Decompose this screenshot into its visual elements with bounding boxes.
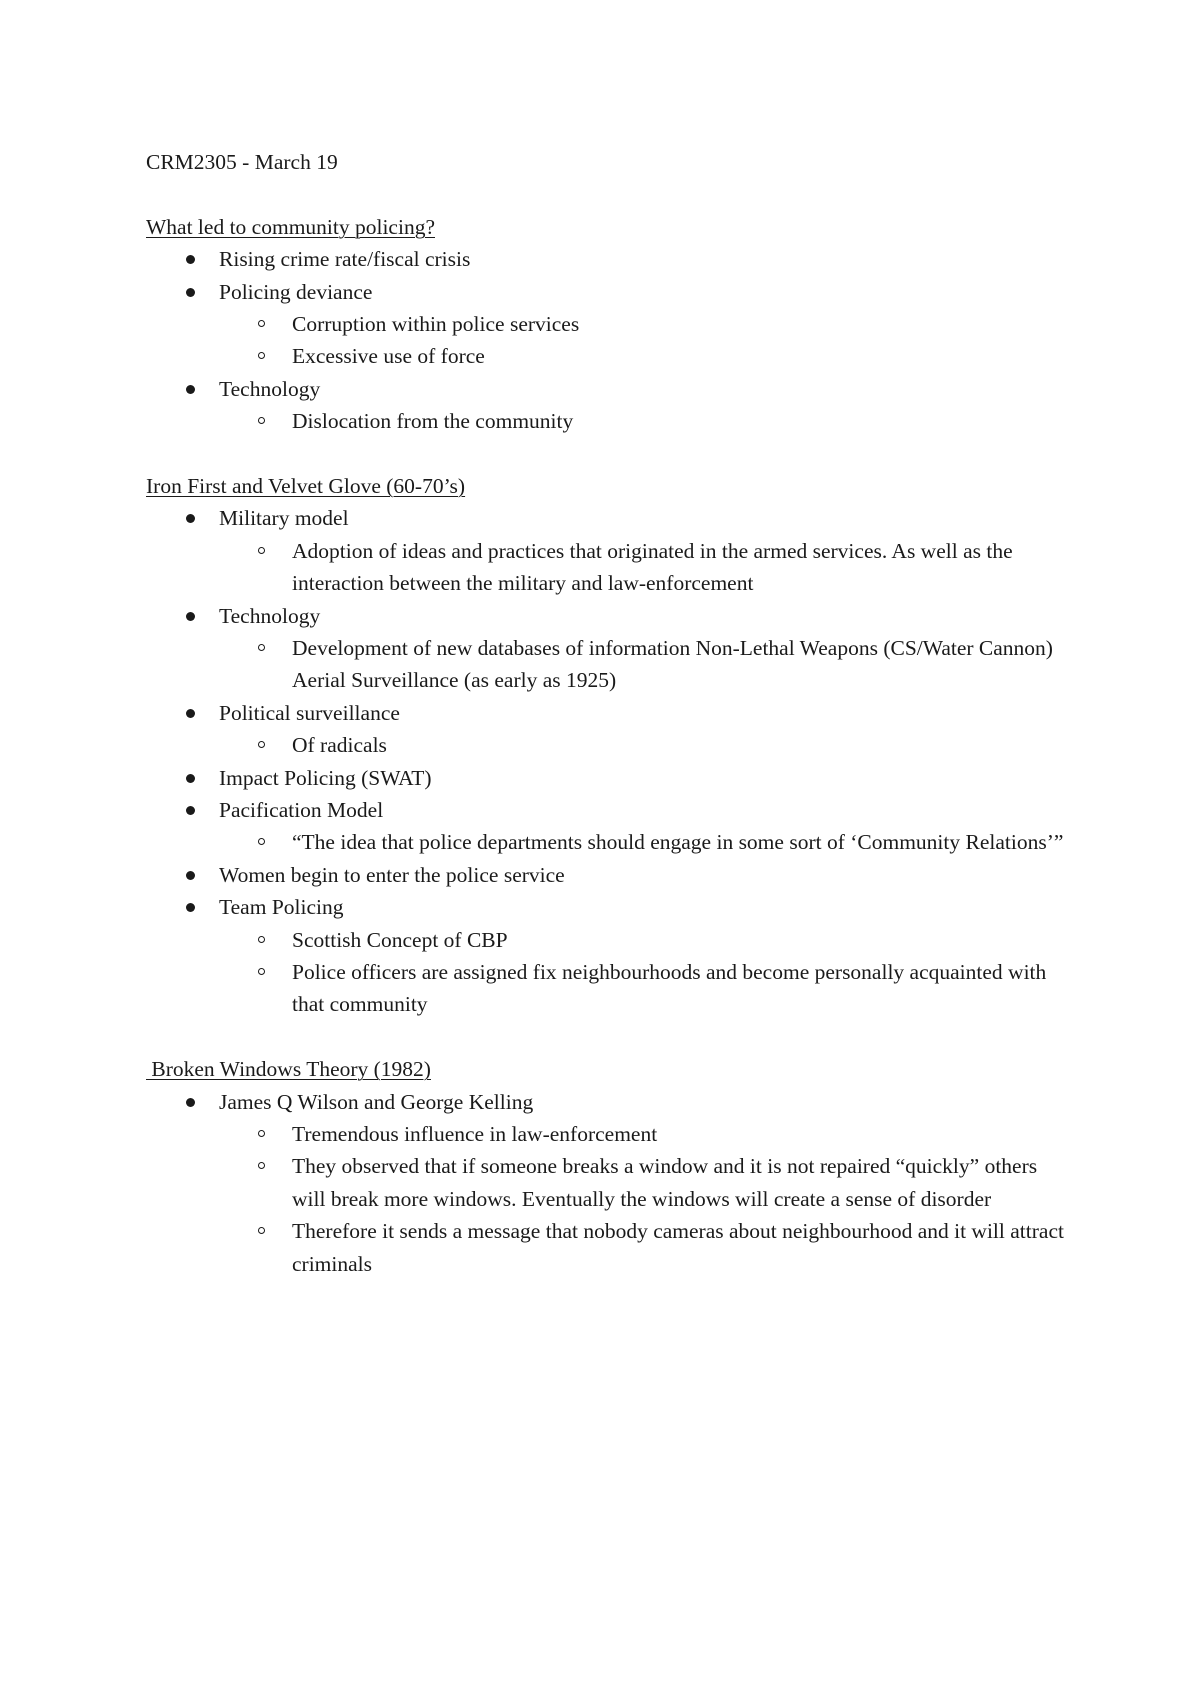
list-item <box>146 502 1066 534</box>
sub-bullet-list <box>146 729 1066 761</box>
sub-bullet-list <box>146 924 1066 1021</box>
list-item <box>146 276 1066 308</box>
section-heading: What led to community policing? <box>146 214 435 239</box>
hollow-bullet-icon <box>258 1162 265 1169</box>
sub-list-item-text: Excessive use of force <box>292 344 485 369</box>
list-item-text: Technology <box>219 376 321 401</box>
sub-list-item <box>146 956 1066 1021</box>
sub-list-item-text: Dislocation from the community <box>292 409 574 434</box>
sub-bullet-list <box>146 1118 1066 1280</box>
list-item-text: Policing deviance <box>219 279 373 304</box>
filled-bullet-icon <box>186 255 195 264</box>
sub-list-item-text: Corruption within police services <box>292 311 580 336</box>
sub-list-item <box>146 729 1066 761</box>
page-title: CRM2305 - March 19 <box>146 150 338 174</box>
list-item <box>146 697 1066 729</box>
sub-bullet-list <box>146 405 1066 437</box>
hollow-bullet-icon <box>258 1130 265 1137</box>
list-item-text: Pacification Model <box>219 798 384 823</box>
sub-list-item <box>146 308 1066 340</box>
list-item <box>146 373 1066 405</box>
filled-bullet-icon <box>186 709 195 718</box>
sub-list-item-text: They observed that if someone breaks a window and it is not repaired “quickly” others will break more windows. Eventually the windows will create a sense of disorder <box>292 1154 1038 1211</box>
hollow-bullet-icon <box>258 936 265 943</box>
list-item-text: Rising crime rate/fiscal crisis <box>219 247 471 272</box>
hollow-bullet-icon <box>258 968 265 975</box>
blank-line <box>146 438 1066 470</box>
sub-bullet-list <box>146 632 1066 697</box>
sub-list-item-text: Therefore it sends a message that nobody cameras about neighbourhood and it will attract criminals <box>292 1219 1064 1276</box>
hollow-bullet-icon <box>258 741 265 748</box>
list-item <box>146 859 1066 891</box>
list-item <box>146 891 1066 923</box>
sub-list-item-text: Adoption of ideas and practices that originated in the armed services. As well as the interaction between the military and law-enforcement <box>292 538 1013 596</box>
hollow-bullet-icon <box>258 1227 265 1234</box>
list-item-text: Impact Policing (SWAT) <box>219 765 432 790</box>
hollow-bullet-icon <box>258 417 265 424</box>
sub-list-item <box>146 632 1066 697</box>
sections-container <box>146 178 1066 1280</box>
list-item-text: Team Policing <box>219 895 344 920</box>
document-body <box>146 146 1066 1280</box>
hollow-bullet-icon <box>258 547 265 554</box>
list-item <box>146 600 1066 632</box>
list-item <box>146 243 1066 275</box>
list-item-text: Military model <box>219 506 349 531</box>
sub-list-item-text: Of radicals <box>292 733 387 758</box>
hollow-bullet-icon <box>258 838 265 845</box>
filled-bullet-icon <box>186 1098 195 1107</box>
hollow-bullet-icon <box>258 644 265 651</box>
list-item-text: Technology <box>219 603 321 628</box>
filled-bullet-icon <box>186 806 195 815</box>
list-item <box>146 794 1066 826</box>
sub-list-item <box>146 924 1066 956</box>
list-item <box>146 1086 1066 1118</box>
sub-list-item <box>146 1118 1066 1150</box>
bullet-list <box>146 502 1066 1021</box>
section-heading: Broken Windows Theory (1982) <box>146 1057 431 1082</box>
filled-bullet-icon <box>186 514 195 523</box>
blank-line <box>146 1021 1066 1053</box>
sub-list-item-text: “The idea that police departments should engage in some sort of ‘Community Relations’” <box>292 830 1064 855</box>
sub-list-item-text: Scottish Concept of CBP <box>292 927 508 952</box>
filled-bullet-icon <box>186 774 195 783</box>
filled-bullet-icon <box>186 903 195 912</box>
sub-list-item <box>146 1150 1066 1215</box>
filled-bullet-icon <box>186 385 195 394</box>
sub-list-item-text: Tremendous influence in law-enforcement <box>292 1122 658 1147</box>
filled-bullet-icon <box>186 871 195 880</box>
hollow-bullet-icon <box>258 320 265 327</box>
sub-list-item <box>146 340 1066 372</box>
hollow-bullet-icon <box>258 352 265 359</box>
sub-bullet-list <box>146 308 1066 373</box>
filled-bullet-icon <box>186 612 195 621</box>
sub-list-item-text: Development of new databases of information Non-Lethal Weapons (CS/Water Cannon) Aerial Surveillance (as early as 1925) <box>292 636 1053 693</box>
bullet-list <box>146 1086 1066 1280</box>
sub-bullet-list <box>146 826 1066 858</box>
sub-list-item-text: Police officers are assigned fix neighbourhoods and become personally acquainted with that community <box>292 960 1047 1017</box>
blank-line <box>146 178 1066 210</box>
filled-bullet-icon <box>186 288 195 297</box>
sub-list-item <box>146 1215 1066 1280</box>
list-item-text: Women begin to enter the police service <box>219 862 565 887</box>
sub-list-item <box>146 826 1066 858</box>
list-item-text: Political surveillance <box>219 700 400 725</box>
list-item-text: James Q Wilson and George Kelling <box>219 1089 534 1114</box>
bullet-list <box>146 243 1066 437</box>
sub-list-item <box>146 535 1066 600</box>
list-item <box>146 762 1066 794</box>
section-heading: Iron First and Velvet Glove (60-70’s) <box>146 474 466 498</box>
sub-list-item <box>146 405 1066 437</box>
sub-bullet-list <box>146 535 1066 600</box>
